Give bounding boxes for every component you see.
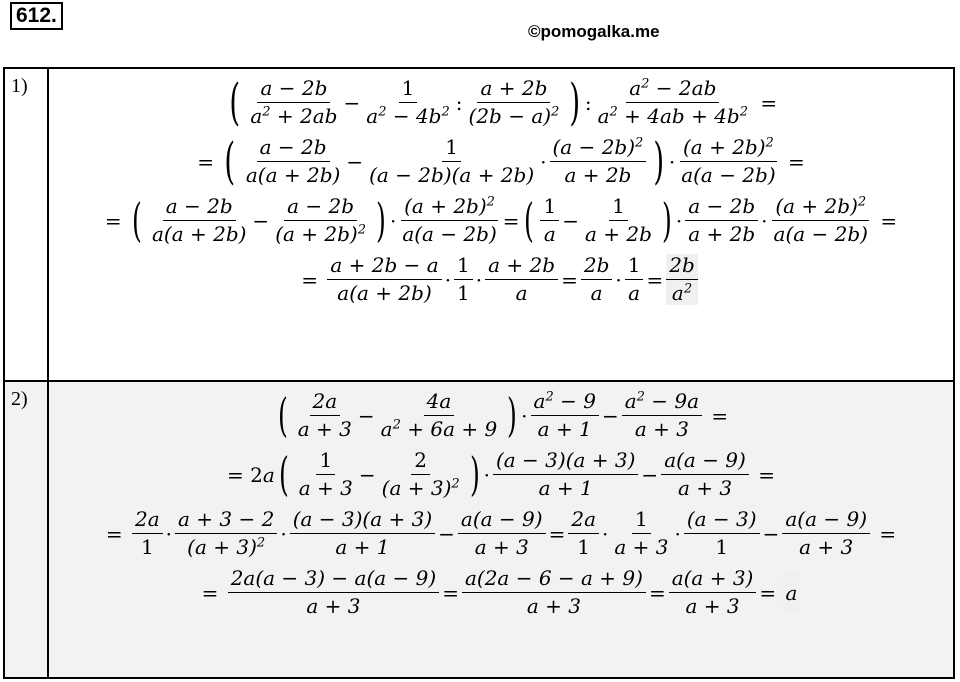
row-label-1: 1): [4, 68, 48, 381]
equation-line: = $\frac{a + 2b - a}{a(a + 2b)}$ · $\frac{1}{1}$ · $\frac{a + 2b}{a}$ = $\frac{2b}{a}$ · $\frac{1}{a}$ = $\frac{2b}{a^2}$: [301, 254, 701, 305]
final-answer-1: $\frac{2b}{a^2}$: [666, 254, 698, 305]
final-answer-2: a: [782, 573, 800, 613]
solution-row-2: [4, 381, 954, 678]
problem-number: 612.: [10, 2, 63, 30]
row-label-2: 2): [4, 381, 48, 678]
equation-line: ( $\frac{a - 2b}{a^2 + 2ab}$ − $\frac{1}{a^2 - 4b^2}$ : $\frac{a + 2b}{(2b - a)^2}$ ) : $\frac{a^2 - 2ab}{a^2 + 4ab + 4b^2}$ =: [229, 73, 778, 131]
equation-line: = $\frac{2a(a - 3) - a(a - 9)}{a + 3}$ = $\frac{a(2a - 6 - a + 9)}{a + 3}$ = $\frac{a(a + 3)}{a + 3}$ = a: [202, 567, 801, 618]
equation-line: = ( $\frac{a - 2b}{a(a + 2b)}$ − $\frac{1}{(a - 2b)(a + 2b)}$ · $\frac{(a - 2b)^2}{a + 2b}$ ) · $\frac{(a + 2b)^2}{a(a - 2b)}$ =: [197, 132, 805, 190]
equation-line: = 2 a ( $\frac{1}{a + 3}$ − $\frac{2}{(a + 3)^2}$ ) · $\frac{(a - 3)(a + 3)}{a + 1}$ − $\frac{a(a - 9)}{a + 3}$ =: [227, 446, 775, 501]
solution-cell-2: [48, 381, 954, 678]
equation-line: = $\frac{2a}{1}$ · $\frac{a + 3 - 2}{(a + 3)^2}$ · $\frac{(a - 3)(a + 3)}{a + 1}$ − $\frac{a(a - 9)}{a + 3}$ = $\frac{2a}{1}$ · $\frac{1}{a + 3}$ · $\frac{(a - 3)}{1}$ − $\frac{a(a - 9)}{a + 3}$ =: [105, 507, 897, 559]
solution-cell-1: [48, 68, 954, 381]
equation-line: ( $\frac{2a}{a + 3}$ − $\frac{4a}{a^2 + 6a + 9}$ ) · $\frac{a^2 - 9}{a + 1}$ − $\frac{a^2 - 9a}{a + 3}$ =: [277, 387, 729, 442]
solution-row-1: [4, 68, 954, 381]
copyright-watermark: ©pomogalka.me: [528, 22, 660, 41]
solution-table: [3, 67, 955, 679]
equation-line: = ( $\frac{a - 2b}{a(a + 2b)}$ − $\frac{a - 2b}{(a + 2b)^2}$ ) · $\frac{(a + 2b)^2}{a(a - 2b)}$ = ( $\frac{1}{a}$ − $\frac{1}{a + 2b}$ ) · $\frac{a - 2b}{a + 2b}$ · $\frac{(a + 2b)^2}{a(a - 2b)}$ =: [104, 192, 898, 247]
